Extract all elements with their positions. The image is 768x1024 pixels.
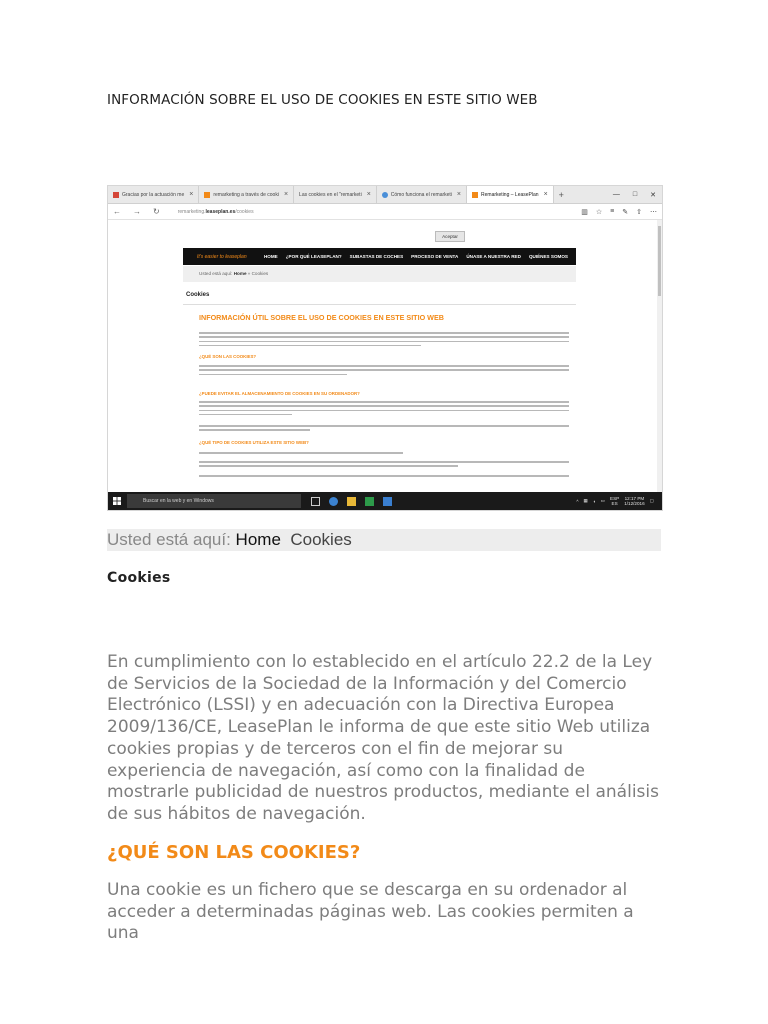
breadcrumb-home-link[interactable]: Home (233, 271, 247, 276)
page-heading: INFORMACIÓN SOBRE EL USO DE COOKIES EN ESTE SITIO WEB (107, 92, 538, 108)
breadcrumb-prefix: Usted está aquí: (107, 530, 231, 549)
maximize-icon[interactable]: □ (632, 190, 638, 198)
accept-cookies-button[interactable]: Aceptar (435, 231, 465, 242)
breadcrumb-prefix: Usted está aquí: (199, 271, 233, 276)
leaseplan-section-label: Cookies (186, 292, 210, 298)
favorite-star-icon[interactable]: ☆ (595, 208, 603, 216)
hub-icon[interactable]: ≡ (610, 207, 615, 215)
file-explorer-icon[interactable] (347, 497, 356, 506)
app-icon[interactable] (383, 497, 392, 506)
back-icon[interactable]: ← (113, 207, 121, 216)
system-tray (576, 496, 662, 506)
text-lines (199, 365, 569, 378)
nav-item-process[interactable]: PROCESO DE VENTA (411, 254, 459, 259)
leaseplan-sub3: ¿QUÉ TIPO DE COOKIES UTILIZA ESTE SITIO WEB? (199, 440, 309, 445)
browser-tab-bar (108, 186, 662, 204)
leaseplan-icon (472, 192, 478, 198)
volume-icon[interactable]: ◖ (592, 498, 596, 504)
url-field[interactable] (178, 209, 254, 215)
nav-item-network[interactable]: ÚNASE A NUESTRA RED (466, 254, 521, 259)
leaseplan-breadcrumb: Usted está aquí: Home » Cookies (183, 266, 576, 282)
text-lines (199, 461, 569, 470)
windows-start-icon[interactable] (108, 492, 126, 510)
intro-paragraph: En cumplimiento con lo establecido en el artículo 22.2 de la Ley de Servicios de la Sociedad de la Información y del Comercio Electrónico (LSSI) y en adecuación con la Directiva Europea 2009/136/CE, LeasePlan le informa de que este sitio Web utiliza cookies propias y de terceros con el fin de mejorar su experiencia de navegación, así como con la finalidad de mostrarle publicidad de nuestros productos, mediante el análisis de sus hábitos de navegación. (107, 652, 659, 824)
close-icon[interactable]: × (543, 191, 548, 198)
nav-item-home[interactable]: HOME (263, 254, 278, 259)
input-language[interactable] (610, 496, 619, 506)
reading-view-icon[interactable]: ▥ (581, 208, 588, 216)
leaseplan-sub1: ¿QUÉ SON LAS COOKIES? (199, 354, 257, 359)
url-domain: leaseplan.es (205, 208, 236, 215)
url-prefix: remarketing. (177, 208, 206, 215)
browser-tab-label: remarketing a través de cooki (213, 191, 279, 198)
text-lines (199, 425, 569, 434)
breadcrumb (107, 529, 661, 551)
browser-tab[interactable] (294, 186, 377, 203)
edge-icon[interactable] (329, 497, 338, 506)
close-icon[interactable]: × (366, 191, 371, 198)
leaseplan-content (183, 304, 576, 491)
nav-item-why[interactable]: ¿POR QUÉ LEASEPLAN? (285, 254, 342, 259)
cookies-definition-paragraph: Una cookie es un fichero que se descarga en su ordenador al acceder a determinadas páginas web. Las cookies permiten a una (107, 880, 634, 944)
breadcrumb-current: Cookies (251, 271, 269, 276)
clock-time: 12:17 PM (624, 496, 645, 501)
breadcrumb-current: Cookies (290, 530, 352, 549)
bing-icon (204, 192, 210, 198)
network-icon[interactable]: ▦ (583, 498, 588, 503)
text-lines (199, 332, 569, 349)
close-icon[interactable]: ✕ (650, 191, 656, 199)
close-icon[interactable]: × (456, 191, 462, 198)
forward-icon[interactable]: → (133, 207, 141, 216)
nav-item-auctions[interactable]: SUBASTAS DE COCHES (349, 254, 404, 259)
leaseplan-navbar (183, 248, 576, 265)
new-tab-button[interactable]: + (558, 189, 564, 200)
section-title: Cookies (107, 570, 171, 586)
what-are-cookies-heading: ¿QUÉ SON LAS COOKIES? (107, 842, 361, 863)
browser-tab[interactable] (108, 186, 199, 203)
gmail-icon (113, 192, 119, 198)
tray-region: ES (611, 501, 618, 506)
address-bar (108, 204, 662, 220)
windows-taskbar (108, 492, 662, 510)
refresh-icon[interactable]: ↻ (153, 207, 160, 216)
leaseplan-sub2: ¿PUEDE EVITAR EL ALMACENAMIENTO DE COOKIES EN SU ORDENADOR? (199, 391, 360, 396)
close-icon[interactable]: × (283, 191, 289, 198)
leaseplan-slogan: It's easier to leaseplan (197, 253, 247, 260)
browser-tab[interactable] (377, 186, 467, 203)
clock-date: 1/12/2016 (624, 501, 645, 506)
leaseplan-title: INFORMACIÓN ÚTIL SOBRE EL USO DE COOKIES EN ESTE SITIO WEB (199, 313, 444, 322)
browser-tab[interactable] (199, 186, 294, 203)
browser-tab-label: Cómo funciona el remarketi (390, 191, 452, 198)
notifications-icon[interactable]: ▢ (649, 498, 654, 503)
store-icon[interactable] (365, 497, 374, 506)
page-scrollbar-thumb[interactable] (658, 226, 661, 296)
embedded-screenshot (107, 185, 663, 511)
text-lines (199, 401, 569, 418)
webpage-content (108, 220, 656, 492)
battery-icon[interactable]: ▭ (600, 498, 606, 503)
browser-tab-label: Las cookies en el "remarketi (299, 191, 362, 198)
browser-tab-label: Remarketing – LeasePlan (481, 191, 539, 198)
taskbar-apps (311, 497, 392, 506)
tray-lang: ESP (610, 496, 620, 501)
globe-icon (382, 192, 388, 198)
browser-toolbar (581, 208, 657, 216)
web-note-icon[interactable]: ✎ (622, 208, 629, 216)
breadcrumb-home-link[interactable]: Home (235, 530, 281, 549)
minimize-icon[interactable]: — (612, 190, 620, 198)
url-path: /cookies (235, 208, 254, 215)
taskbar-clock[interactable] (624, 496, 644, 506)
task-view-icon[interactable] (311, 497, 320, 506)
chevron-up-icon[interactable]: ^ (576, 498, 579, 504)
text-lines (199, 452, 569, 456)
close-icon[interactable]: × (189, 191, 194, 198)
nav-item-about[interactable]: QUIÉNES SOMOS (528, 254, 568, 259)
more-icon[interactable]: ⋯ (650, 208, 657, 216)
browser-tab-active[interactable] (467, 186, 554, 203)
text-lines (199, 475, 569, 479)
browser-tab-label: Gracias por la actuación me (122, 191, 185, 198)
share-icon[interactable]: ⇧ (636, 208, 642, 216)
taskbar-search-input[interactable]: Buscar en la web y en Windows (127, 494, 301, 508)
window-controls (613, 191, 662, 199)
